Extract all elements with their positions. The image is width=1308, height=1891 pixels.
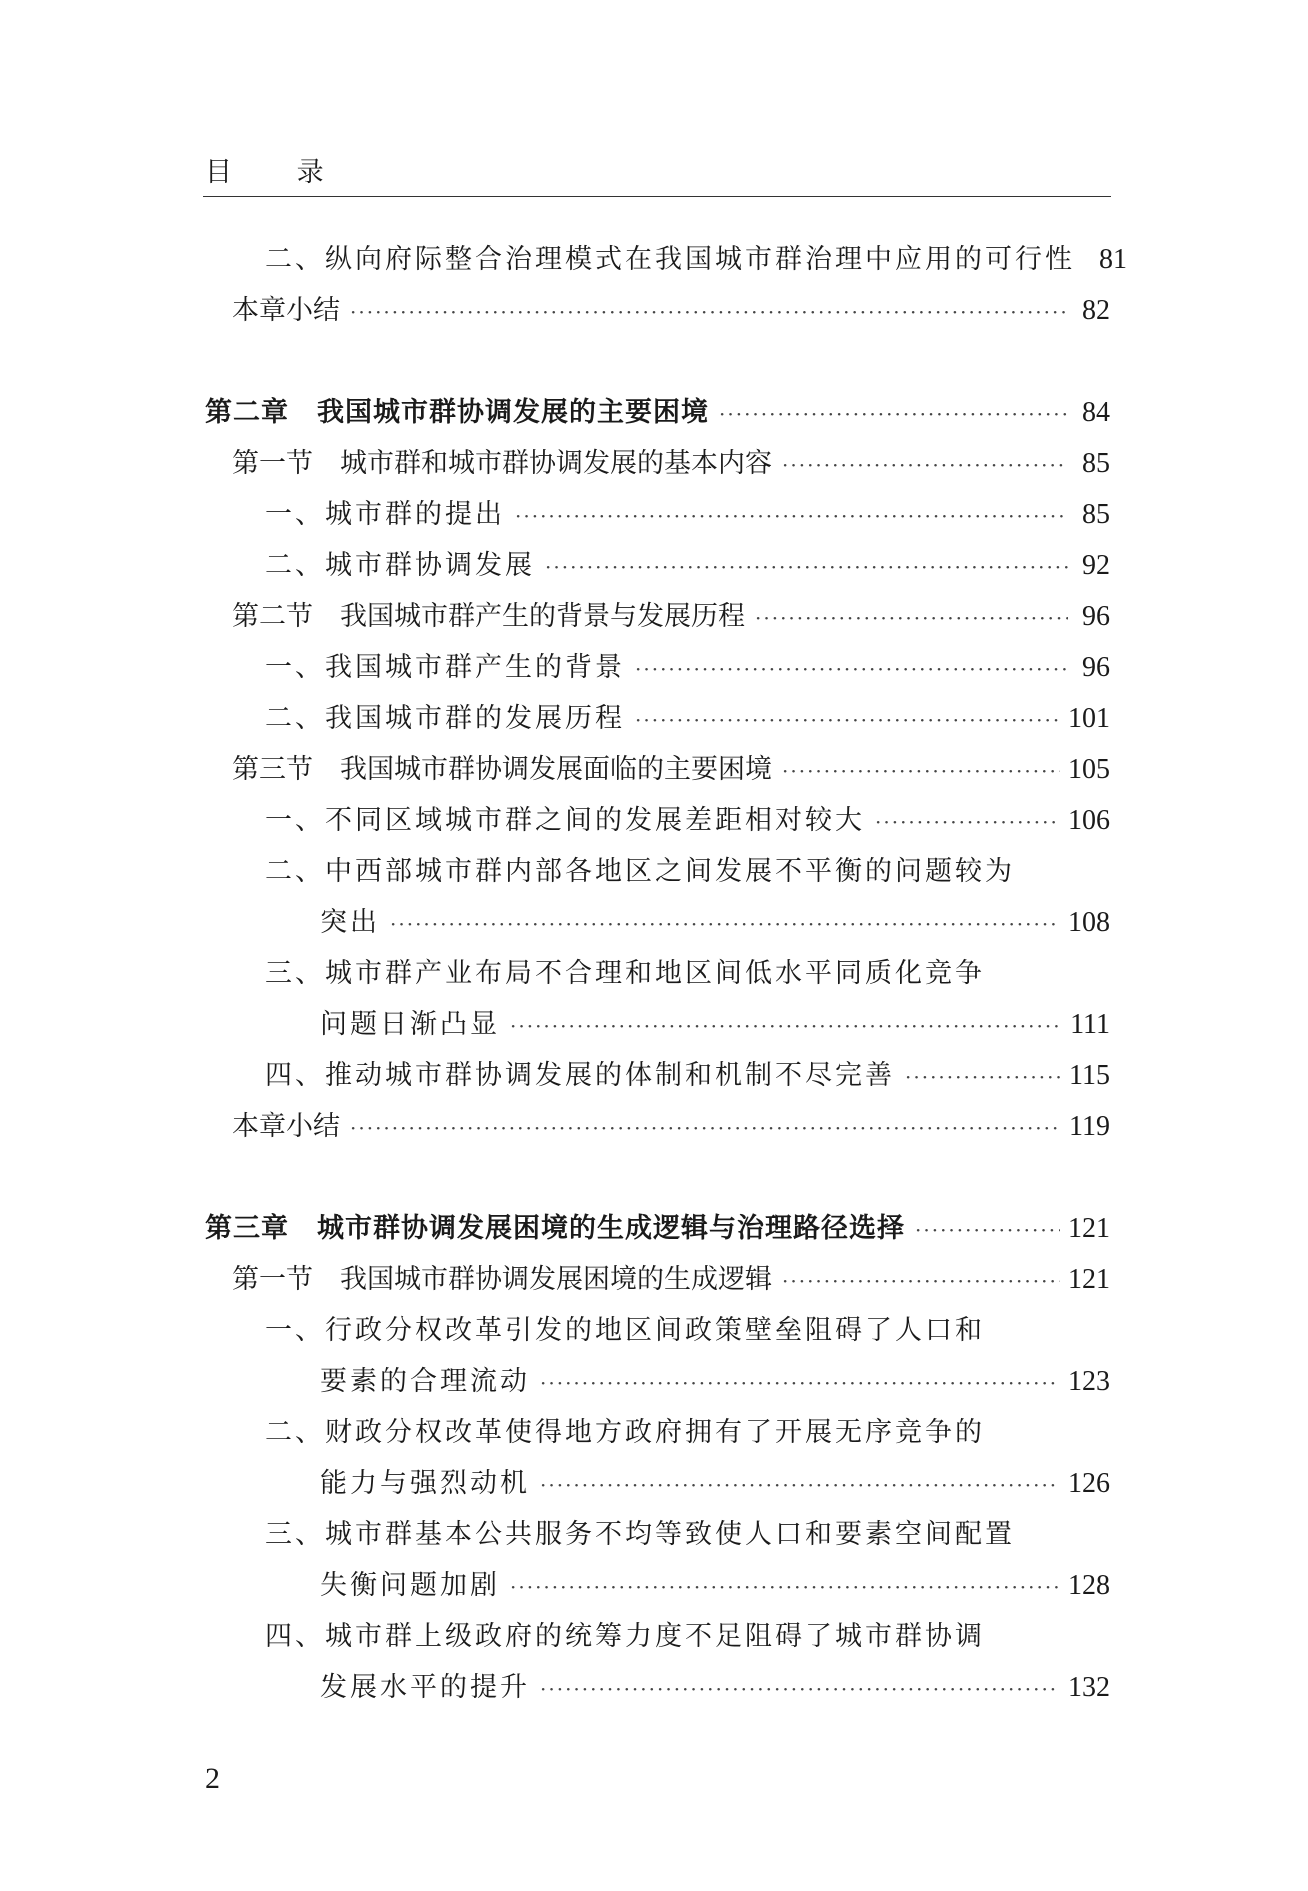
- toc-entry-label: 问题日渐凸显: [320, 1009, 500, 1040]
- toc-entry-label: 第二节 我国城市群产生的背景与发展历程: [232, 601, 745, 632]
- toc-entry[interactable]: [320, 1566, 1110, 1606]
- toc-entry-label: 第三节 我国城市群协调发展面临的主要困境: [232, 754, 772, 785]
- toc-section-entry[interactable]: [232, 444, 1110, 484]
- toc-entry-label-line1[interactable]: 四、城市群上级政府的统筹力度不足阻碍了城市群协调: [265, 1621, 985, 1652]
- toc-entry[interactable]: [320, 1362, 1110, 1402]
- toc-page-number: 115: [1069, 1060, 1110, 1091]
- dot-leader: [915, 1210, 1060, 1250]
- toc-page-number: 111: [1070, 1009, 1110, 1040]
- toc-page-number: 81: [1099, 244, 1127, 275]
- toc-page-number: 132: [1068, 1672, 1110, 1703]
- toc-entry-label: 二、纵向府际整合治理模式在我国城市群治理中应用的可行性: [265, 244, 1075, 275]
- dot-leader: [782, 1261, 1060, 1301]
- toc-entry-label: 二、城市群协调发展: [265, 550, 535, 581]
- toc-entry-label-line1[interactable]: 二、中西部城市群内部各地区之间发展不平衡的问题较为: [265, 856, 1015, 887]
- toc-entry-label: 第一节 我国城市群协调发展困境的生成逻辑: [232, 1264, 772, 1295]
- toc-entry-label: 能力与强烈动机: [320, 1468, 530, 1499]
- toc-entry-label: 二、我国城市群的发展历程: [265, 703, 625, 734]
- toc-page-number: 101: [1068, 703, 1110, 734]
- toc-page-number: 126: [1068, 1468, 1110, 1499]
- toc-entry[interactable]: [265, 240, 1127, 280]
- toc-page-number: 119: [1069, 1111, 1110, 1142]
- toc-entry[interactable]: [265, 648, 1110, 688]
- toc-page-number: 85: [1082, 499, 1110, 530]
- dot-leader: [545, 547, 1068, 587]
- dot-leader: [510, 1567, 1060, 1607]
- toc-page-number: 85: [1082, 448, 1110, 479]
- toc-entry-label: 本章小结: [232, 1111, 340, 1142]
- toc-entry-label: 要素的合理流动: [320, 1366, 530, 1397]
- toc-entry[interactable]: [265, 1056, 1110, 1096]
- toc-chapter-entry[interactable]: [205, 1209, 1110, 1249]
- toc-section-entry[interactable]: [232, 750, 1110, 790]
- dot-leader: [782, 751, 1060, 791]
- dot-leader: [515, 496, 1068, 536]
- dot-leader: [905, 1057, 1061, 1097]
- toc-entry-label: 第三章 城市群协调发展困境的生成逻辑与治理路径选择: [205, 1213, 905, 1244]
- toc-entry-label-line1[interactable]: 一、行政分权改革引发的地区间政策壁垒阻碍了人口和: [265, 1315, 985, 1346]
- toc-page-number: 84: [1082, 397, 1110, 428]
- toc-page-number: 92: [1082, 550, 1110, 581]
- dot-leader: [540, 1465, 1060, 1505]
- toc-entry-label: 本章小结: [232, 295, 340, 326]
- dot-leader: [635, 700, 1060, 740]
- toc-page-number: 105: [1068, 754, 1110, 785]
- toc-entry[interactable]: [320, 1464, 1110, 1504]
- toc-entry[interactable]: [320, 1668, 1110, 1708]
- toc-entry-label: 失衡问题加剧: [320, 1570, 500, 1601]
- toc-entry-label: 第一节 城市群和城市群协调发展的基本内容: [232, 448, 772, 479]
- running-header: 目 录: [205, 157, 352, 188]
- toc-page-number: 82: [1082, 295, 1110, 326]
- toc-page-number: 108: [1068, 907, 1110, 938]
- toc-entry-label: 第二章 我国城市群协调发展的主要困境: [205, 397, 709, 428]
- dot-leader: [350, 1108, 1061, 1148]
- toc-page-number: 96: [1082, 601, 1110, 632]
- toc-entry-label: 一、城市群的提出: [265, 499, 505, 530]
- toc-entry-label: 四、推动城市群协调发展的体制和机制不尽完善: [265, 1060, 895, 1091]
- toc-chapter-entry[interactable]: [205, 393, 1110, 433]
- toc-entry-label: 一、不同区域城市群之间的发展差距相对较大: [265, 805, 865, 836]
- toc-entry[interactable]: [320, 903, 1110, 943]
- toc-section-entry[interactable]: [232, 1260, 1110, 1300]
- toc-page-number: 121: [1068, 1264, 1110, 1295]
- dot-leader: [719, 394, 1068, 434]
- toc-entry[interactable]: [232, 291, 1110, 331]
- toc-entry[interactable]: [232, 1107, 1110, 1147]
- toc-entry-label-line1[interactable]: 三、城市群基本公共服务不均等致使人口和要素空间配置: [265, 1519, 1015, 1550]
- toc-page-number: 128: [1068, 1570, 1110, 1601]
- dot-leader: [540, 1363, 1060, 1403]
- toc-entry-label: 突出: [320, 907, 380, 938]
- toc-entry[interactable]: [265, 801, 1110, 841]
- toc-page-number: 121: [1068, 1213, 1110, 1244]
- dot-leader: [755, 598, 1068, 638]
- dot-leader: [350, 292, 1068, 332]
- dot-leader: [540, 1669, 1060, 1709]
- dot-leader: [390, 904, 1060, 944]
- toc-entry[interactable]: [265, 699, 1110, 739]
- toc-entry-label: 一、我国城市群产生的背景: [265, 652, 625, 683]
- toc-entry-label-line1[interactable]: 三、城市群产业布局不合理和地区间低水平同质化竞争: [265, 958, 985, 989]
- dot-leader: [635, 649, 1068, 689]
- toc-entry-label: 发展水平的提升: [320, 1672, 530, 1703]
- toc-page-number: 106: [1068, 805, 1110, 836]
- page-number: 2: [205, 1762, 220, 1795]
- toc-entry-label-line1[interactable]: 二、财政分权改革使得地方政府拥有了开展无序竞争的: [265, 1417, 985, 1448]
- dot-leader: [875, 802, 1060, 842]
- toc-entry[interactable]: [320, 1005, 1110, 1045]
- toc-page-number: 123: [1068, 1366, 1110, 1397]
- dot-leader: [510, 1006, 1062, 1046]
- dot-leader: [782, 445, 1068, 485]
- toc-entry[interactable]: [265, 546, 1110, 586]
- toc-entry[interactable]: [265, 495, 1110, 535]
- toc-section-entry[interactable]: [232, 597, 1110, 637]
- toc-page-number: 96: [1082, 652, 1110, 683]
